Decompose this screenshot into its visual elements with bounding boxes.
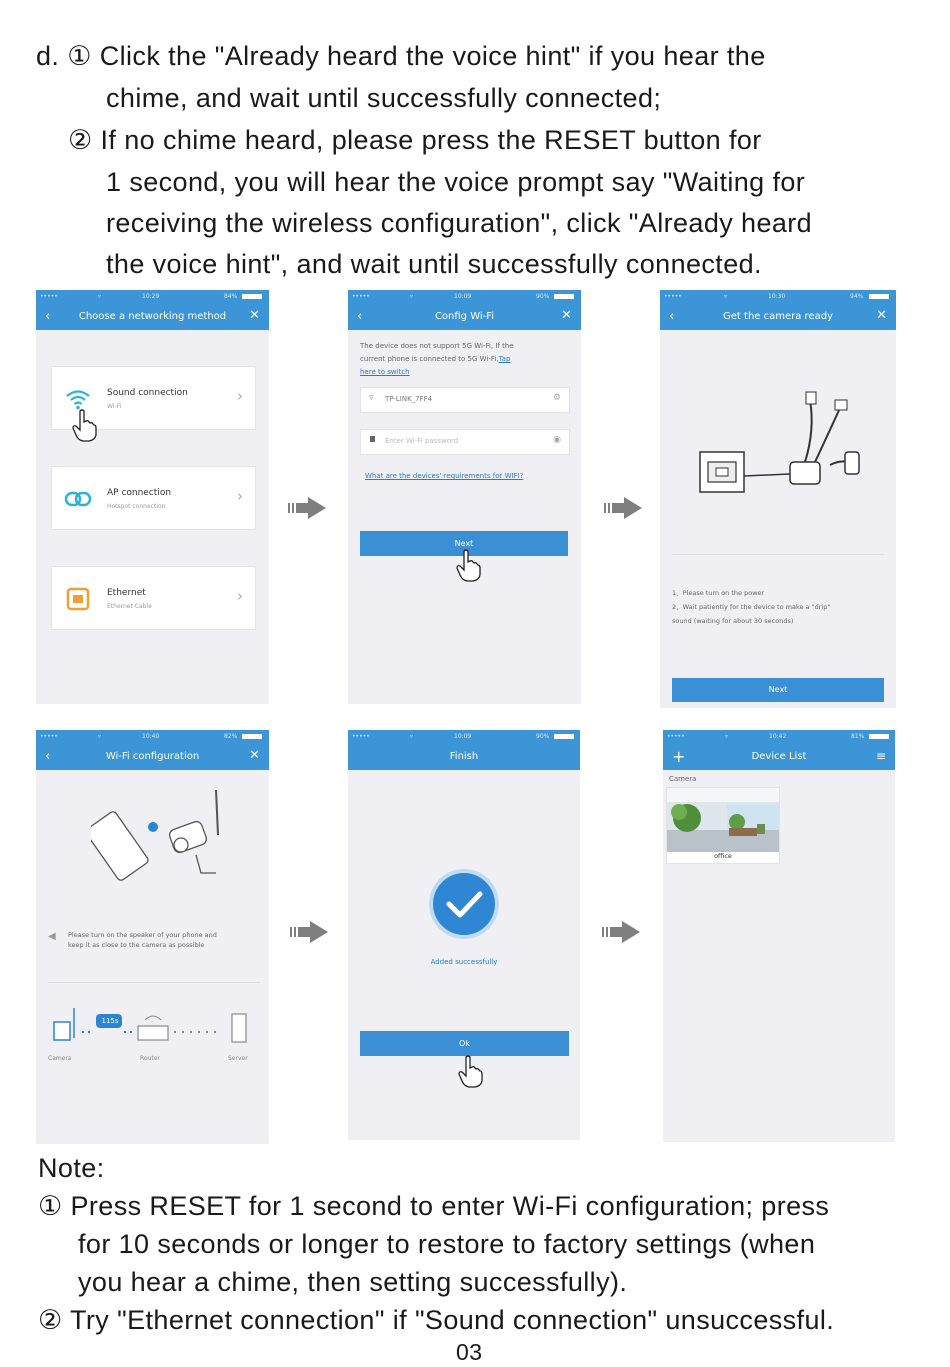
label-camera: Camera (48, 1055, 72, 1062)
divider (48, 982, 260, 983)
gear-icon[interactable]: ⚙ (552, 393, 561, 403)
chevron-right-icon: › (237, 487, 243, 505)
status-time: 10:40 (142, 733, 160, 740)
next-button[interactable]: Next (672, 678, 884, 702)
chevron-right-icon: › (237, 587, 243, 605)
eye-icon[interactable]: ◉ (553, 435, 561, 445)
option-ethernet[interactable] (51, 566, 256, 630)
screen-choose-method (36, 290, 269, 704)
option-subtitle: Wi-Fi (107, 403, 122, 410)
battery-icon (869, 294, 889, 299)
step-1: 1、Please turn on the power (672, 589, 765, 597)
wifi-status-icon: ▿ (410, 733, 414, 740)
wifi-status-icon: ▿ (98, 733, 102, 740)
section-label: Camera (669, 775, 697, 783)
battery-icon (554, 734, 574, 739)
ok-button[interactable]: Ok (360, 1031, 569, 1056)
wifi-status-icon: ▿ (724, 293, 728, 300)
battery-level: 84% (224, 293, 238, 300)
add-device-icon[interactable]: + (672, 747, 686, 766)
requirements-link[interactable]: What are the devices' requirements for WIFI? (365, 472, 524, 480)
back-icon[interactable]: ‹ (357, 309, 363, 324)
nav-bar (660, 304, 896, 330)
wifi-status-icon: ▿ (98, 293, 102, 300)
option-subtitle: Ethernet Cable (107, 603, 152, 610)
nav-title: Choose a networking method (78, 311, 227, 322)
next-step-arrow-icon (602, 497, 642, 519)
5g-notice (360, 340, 572, 379)
speaker-icon: ◀ (48, 931, 56, 942)
instruction-line-1: d. ① Click the "Already heard the voice hint" if you hear the (36, 41, 766, 71)
device-card[interactable] (666, 787, 780, 864)
screen-finish (348, 730, 580, 1140)
signal-dots: ••••• (352, 733, 370, 740)
battery-level: 90% (536, 733, 550, 740)
close-icon[interactable]: ✕ (249, 748, 260, 763)
ssid-field[interactable] (360, 387, 570, 413)
close-icon[interactable]: ✕ (876, 308, 887, 323)
battery-icon (242, 294, 262, 299)
option-title: AP connection (107, 488, 172, 498)
signal-dots: ••••• (667, 733, 685, 740)
screen-device-list (663, 730, 895, 1142)
close-icon[interactable]: ✕ (561, 308, 572, 323)
page-number: 03 (456, 1339, 483, 1365)
password-placeholder: Enter Wi-Fi password (385, 437, 459, 445)
success-check-icon (428, 868, 500, 940)
device-name: office (714, 852, 732, 860)
nav-bar (36, 304, 269, 330)
camera-power-illustration (690, 390, 870, 500)
battery-level: 90% (536, 293, 550, 300)
instruction-line-2: chime, and wait until successfully connected; (106, 83, 662, 113)
instruction-line-4: 1 second, you will hear the voice prompt say "Waiting for (106, 167, 806, 197)
status-bar (660, 290, 896, 304)
success-message: Added successfully (430, 958, 498, 966)
nav-bar (348, 744, 580, 770)
next-step-arrow-icon (286, 497, 326, 519)
ssid-value: TP-LINK_7FF4 (385, 395, 433, 403)
link-icon (64, 485, 92, 513)
nav-title: Wi-Fi configuration (105, 751, 200, 762)
step-2: 2、Wait patiently for the device to make a "drip" (672, 603, 831, 611)
status-time: 10:09 (454, 293, 472, 300)
nav-title: Get the camera ready (723, 311, 833, 322)
setup-steps (672, 586, 830, 628)
menu-icon[interactable]: ≡ (875, 749, 886, 763)
option-title: Sound connection (107, 388, 188, 398)
chevron-right-icon: › (237, 387, 243, 405)
label-server: Server (228, 1055, 248, 1062)
status-time: 10:29 (142, 293, 160, 300)
notice-line-1: The device does not support 5G Wi-Fi, If the (360, 342, 514, 350)
ethernet-icon (64, 585, 92, 613)
instruction-line-5: receiving the wireless configuration", click "Already heard (106, 208, 813, 238)
countdown-badge: 115s (101, 1017, 119, 1025)
nav-title: Device List (751, 751, 807, 762)
status-time: 10:30 (768, 293, 786, 300)
nav-title: Finish (449, 751, 479, 762)
screen-wifi-configuration (36, 730, 269, 1144)
status-bar (348, 730, 580, 744)
battery-icon (242, 734, 262, 739)
wifi-status-icon: ▿ (725, 733, 729, 740)
battery-level: 94% (850, 293, 864, 300)
speaker-note-line-2: keep it as close to the camera as possible (68, 941, 205, 949)
next-step-arrow-icon (288, 921, 328, 943)
screen-config-wifi (348, 290, 581, 704)
option-subtitle: Hotspot connection (107, 503, 166, 510)
label-router: Router (140, 1055, 160, 1062)
note-heading: Note: (38, 1153, 105, 1183)
option-title: Ethernet (107, 588, 146, 598)
status-time: 10:42 (769, 733, 787, 740)
divider (672, 554, 884, 555)
step-2-detail: sound (waiting for about 30 seconds) (672, 617, 794, 625)
note-line-1: ① Press RESET for 1 second to enter Wi-Fi configuration; press (38, 1191, 830, 1221)
battery-icon (554, 294, 574, 299)
battery-icon (869, 734, 889, 739)
battery-level: 82% (224, 733, 238, 740)
next-button[interactable]: Next (360, 531, 568, 556)
screen-get-camera-ready (660, 290, 896, 708)
signal-dots: ••••• (40, 733, 58, 740)
phone-camera-illustration (91, 785, 231, 885)
password-field[interactable] (360, 429, 570, 455)
wifi-status-icon: ▿ (410, 293, 414, 300)
pointing-hand-icon (70, 408, 98, 442)
status-bar (348, 290, 581, 304)
speaker-note-line-1: Please turn on the speaker of your phone and (68, 931, 217, 939)
back-icon[interactable]: ‹ (45, 309, 51, 324)
signal-dots: ••••• (352, 293, 370, 300)
option-ap-connection[interactable] (51, 466, 256, 530)
pointing-hand-icon (456, 1054, 484, 1088)
nav-bar (36, 744, 269, 770)
back-icon[interactable]: ‹ (45, 749, 51, 764)
instruction-line-3: ② If no chime heard, please press the RESET button for (68, 125, 762, 155)
wifi-icon: ▿ (369, 393, 374, 403)
close-icon[interactable]: ✕ (249, 308, 260, 323)
connection-path-illustration (50, 1002, 256, 1050)
back-icon[interactable]: ‹ (669, 309, 675, 324)
note-line-3: you hear a chime, then setting successfully). (78, 1267, 628, 1297)
notice-line-2: current phone is connected to 5G Wi-Fi, (360, 355, 499, 363)
camera-snapshot (667, 788, 779, 852)
note-line-4: ② Try "Ethernet connection" if "Sound connection" unsuccessful. (38, 1305, 835, 1335)
tap-link[interactable]: Tap (498, 355, 511, 363)
battery-level: 81% (851, 733, 865, 740)
status-bar (36, 290, 269, 304)
status-bar (36, 730, 269, 744)
next-step-arrow-icon (600, 921, 640, 943)
pointing-hand-icon (454, 548, 482, 582)
note-line-2: for 10 seconds or longer to restore to factory settings (when (78, 1229, 816, 1259)
nav-bar (663, 744, 895, 770)
speaker-notice (48, 930, 217, 950)
status-time: 10:09 (454, 733, 472, 740)
signal-dots: ••••• (664, 293, 682, 300)
status-bar (663, 730, 895, 744)
switch-network-link[interactable]: here to switch (360, 368, 410, 376)
lock-icon (370, 436, 375, 442)
nav-bar (348, 304, 581, 330)
instruction-line-6: the voice hint", and wait until successfully connected. (106, 249, 762, 279)
nav-title: Config Wi-Fi (434, 311, 495, 322)
signal-dots: ••••• (40, 293, 58, 300)
